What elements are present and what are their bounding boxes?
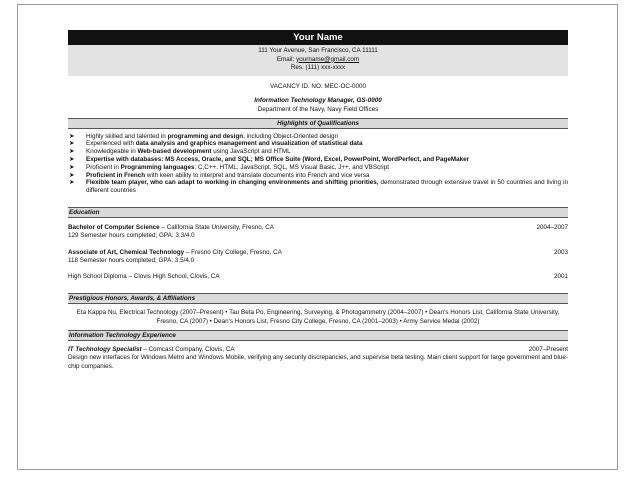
school-name: – Fresno City College, Fresno, CA bbox=[184, 248, 282, 256]
highlights-heading: Highlights of Qualifications bbox=[68, 118, 568, 129]
contact-address: 111 Your Avenue, San Francisco, CA 11111 bbox=[258, 47, 378, 54]
position-title: Information Technology Manager, GS-0000 bbox=[254, 97, 382, 105]
list-item: ➤ Experienced with data analysis and graphics management and visualization of statistical data bbox=[69, 140, 363, 148]
arrow-bullet-icon: ➤ bbox=[69, 163, 75, 171]
list-item: ➤ Knowledgeable in Web-based development using JavaScript and HTML bbox=[69, 148, 291, 156]
arrow-bullet-icon: ➤ bbox=[69, 171, 75, 179]
arrow-bullet-icon: ➤ bbox=[69, 140, 75, 148]
list-item: ➤ Flexible team player, who can adapt to working in changing environments and shifting priorities, demonstrated through extensive travel in 50 countries and living in different countries bbox=[69, 179, 568, 195]
degree-title: Associate of Art, Chemical Technology bbox=[68, 248, 185, 256]
education-years: 2003 bbox=[553, 248, 568, 256]
arrow-bullet-icon: ➤ bbox=[69, 155, 75, 163]
education-entry bbox=[68, 249, 568, 266]
contact-email-line bbox=[68, 56, 568, 65]
position-block bbox=[68, 97, 568, 114]
school-name: – Clovis High School, Clovis, CA bbox=[126, 273, 220, 281]
honors-text: Eta Kappa Nu, Electrical Technology (2007–Present) • Tau Beta Po, Engineering, Surveying, & Photogammetry (2004–2007) • Dean's Honors List, California State University, Fresno, CA (2007) • Dean's Honors List, Fresno City College, Fresno, CA (2001–2003) • Army Service Medal (2002) bbox=[76, 309, 560, 325]
education-entry bbox=[68, 224, 568, 241]
arrow-bullet-icon: ➤ bbox=[69, 179, 75, 187]
resume-name: Your Name bbox=[68, 30, 568, 45]
email-label: Email: bbox=[276, 55, 297, 63]
list-item: ➤ Proficient in French with keen ability to interpret and translate documents into French and vice versa bbox=[69, 171, 370, 179]
email-link[interactable]: yourname@gmail.com bbox=[296, 55, 360, 63]
degree-title: High School Diploma bbox=[68, 273, 127, 281]
list-item: ➤ Expertise with databases: MS Access, Oracle, and SQL; MS Office Suite (Word, Excel, PowerPoint, WordPerfect, and PageMaker bbox=[69, 155, 470, 163]
job-title: IT Technology Specialist bbox=[68, 346, 142, 354]
contact-phone: Res. (111) xxx-xxxx bbox=[290, 64, 346, 72]
arrow-bullet-icon: ➤ bbox=[69, 132, 75, 140]
list-item: ➤ Highly skilled and talented in programming and design, including Object-Oriented design bbox=[69, 132, 338, 140]
resume-page bbox=[68, 30, 568, 371]
education-entry bbox=[68, 273, 568, 281]
experience-heading: Information Technology Experience bbox=[68, 330, 568, 341]
company-name: – Comcast Company, Clovis, CA bbox=[141, 346, 235, 354]
arrow-bullet-icon: ➤ bbox=[69, 148, 75, 156]
education-years: 2001 bbox=[553, 273, 568, 281]
list-item: ➤ Proficient in Programming languages: C,C++, HTML, JavaScript, SQL, MS Visual Basic, J++, and VBScript bbox=[69, 163, 389, 171]
school-name: – California State University, Fresno, CA bbox=[159, 223, 275, 231]
contact-block bbox=[68, 45, 568, 76]
education-heading: Education bbox=[68, 207, 568, 218]
experience-entry bbox=[68, 346, 568, 371]
job-description: Design new interfaces for Windows Metro and Windows Mobile, verifying any security discrepancies, and supervise beta testing. Main client support for large government and blue-chip companies. bbox=[68, 354, 568, 370]
job-years: 2007–Present bbox=[528, 346, 568, 354]
degree-title: Bachelor of Computer Science bbox=[68, 223, 160, 231]
education-note: 118 Semester hours completed; GPA: 3.5/4.0 bbox=[68, 256, 195, 264]
honors-heading: Prestigious Honors, Awards, & Affiliations bbox=[68, 293, 568, 304]
highlights-list bbox=[68, 133, 568, 195]
vacancy-id: VACANCY ID. NO. MEC-OC-0000 bbox=[270, 82, 366, 90]
position-department: Department of the Navy, Navy Field Offices bbox=[257, 105, 379, 113]
education-years: 2004–2007 bbox=[536, 223, 568, 231]
education-note: 129 Semester hours completed; GPA: 3.3/4.0 bbox=[68, 232, 195, 240]
